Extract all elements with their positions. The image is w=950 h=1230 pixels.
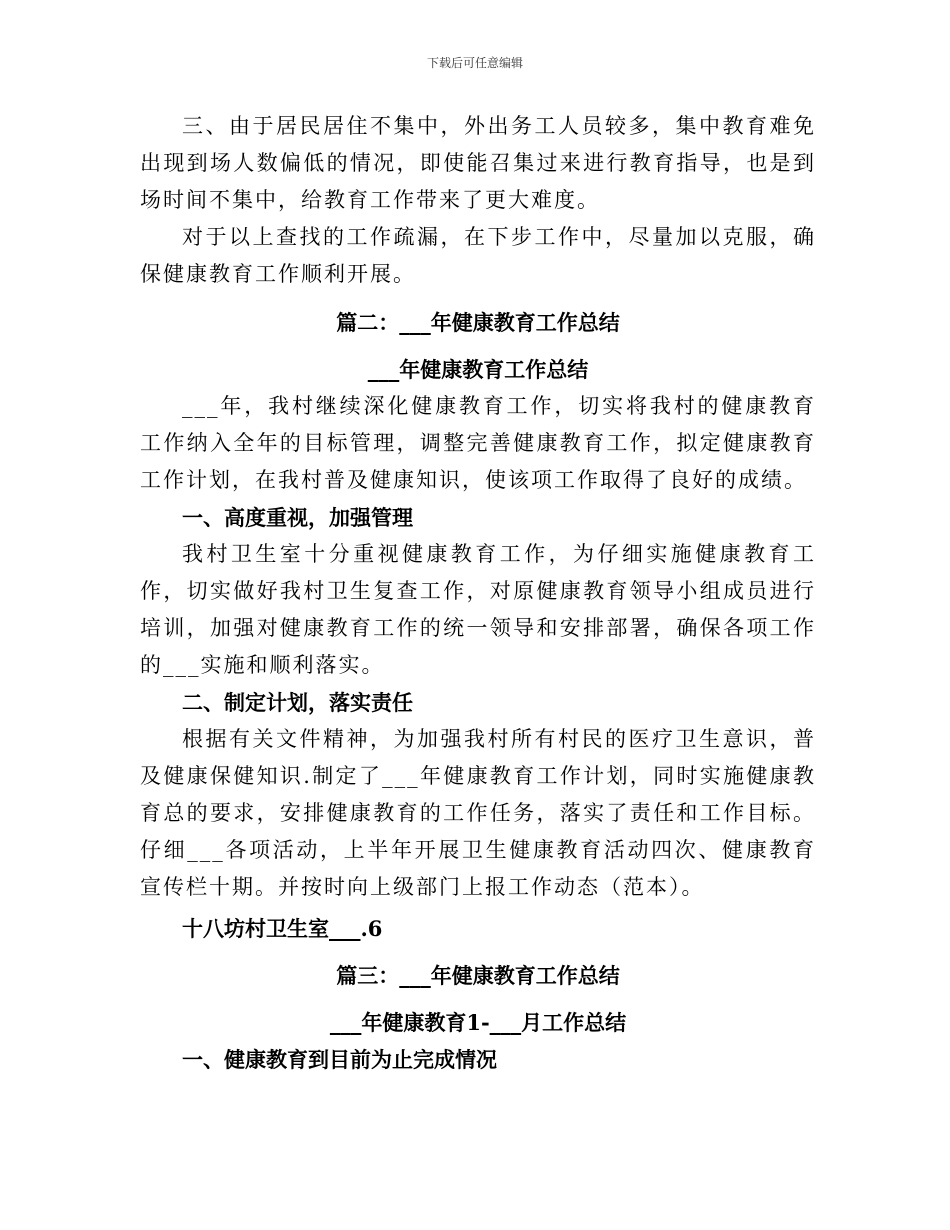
section-heading-2: 二、制定计划，落实责任 (182, 690, 413, 715)
part2-subtitle: ___年健康教育工作总结 (367, 357, 589, 382)
section-heading-3: 一、健康教育到目前为止完成情况 (182, 1047, 497, 1072)
paragraph-4: 我村卫生室十分重视健康教育工作，为仔细实施健康教育工作，切实做好我村卫生复查工作，对原健康教育领导小组成员进行培训，加强对健康教育工作的统一领导和安排部署，确保各项工作的___实施和顺利落实。 (140, 542, 816, 677)
part3-title: 篇三：___年健康教育工作总结 (336, 963, 620, 988)
paragraph-5: 根据有关文件精神，为加强我村所有村民的医疗卫生意识，普及健康保健知识.制定了___年健康教育工作计划，同时实施健康教育总的要求，安排健康教育的工作任务，落实了责任和工作目标。仔细___各项活动，上半年开展卫生健康教育活动四次、健康教育宣传栏十期。并按时向上级部门上报工作动态（范本）。 (140, 727, 816, 899)
paragraph-3: ___年，我村继续深化健康教育工作，切实将我村的健康教育工作纳入全年的目标管理，调整完善健康教育工作，拟定健康教育工作计划，在我村普及健康知识，使该项工作取得了良好的成绩。 (140, 394, 816, 492)
section-heading-1: 一、高度重视，加强管理 (182, 505, 413, 530)
paragraph-2: 对于以上查找的工作疏漏，在下步工作中，尽量加以克服，确保健康教育工作顺利开展。 (140, 225, 816, 286)
part3-subtitle: ___年健康教育1-___月工作总结 (329, 1010, 627, 1035)
paragraph-1: 三、由于居民居住不集中，外出务工人员较多，集中教育难免出现到场人数偏低的情况，即使能召集过来进行教育指导，也是到场时间不集中，给教育工作带来了更大难度。 (140, 114, 816, 212)
part2-title: 篇二：___年健康教育工作总结 (336, 310, 620, 335)
signature-line: 十八坊村卫生室___.6 (182, 916, 383, 941)
document-body (140, 108, 816, 1078)
page-header: 下载后可任意编辑 (426, 56, 523, 70)
